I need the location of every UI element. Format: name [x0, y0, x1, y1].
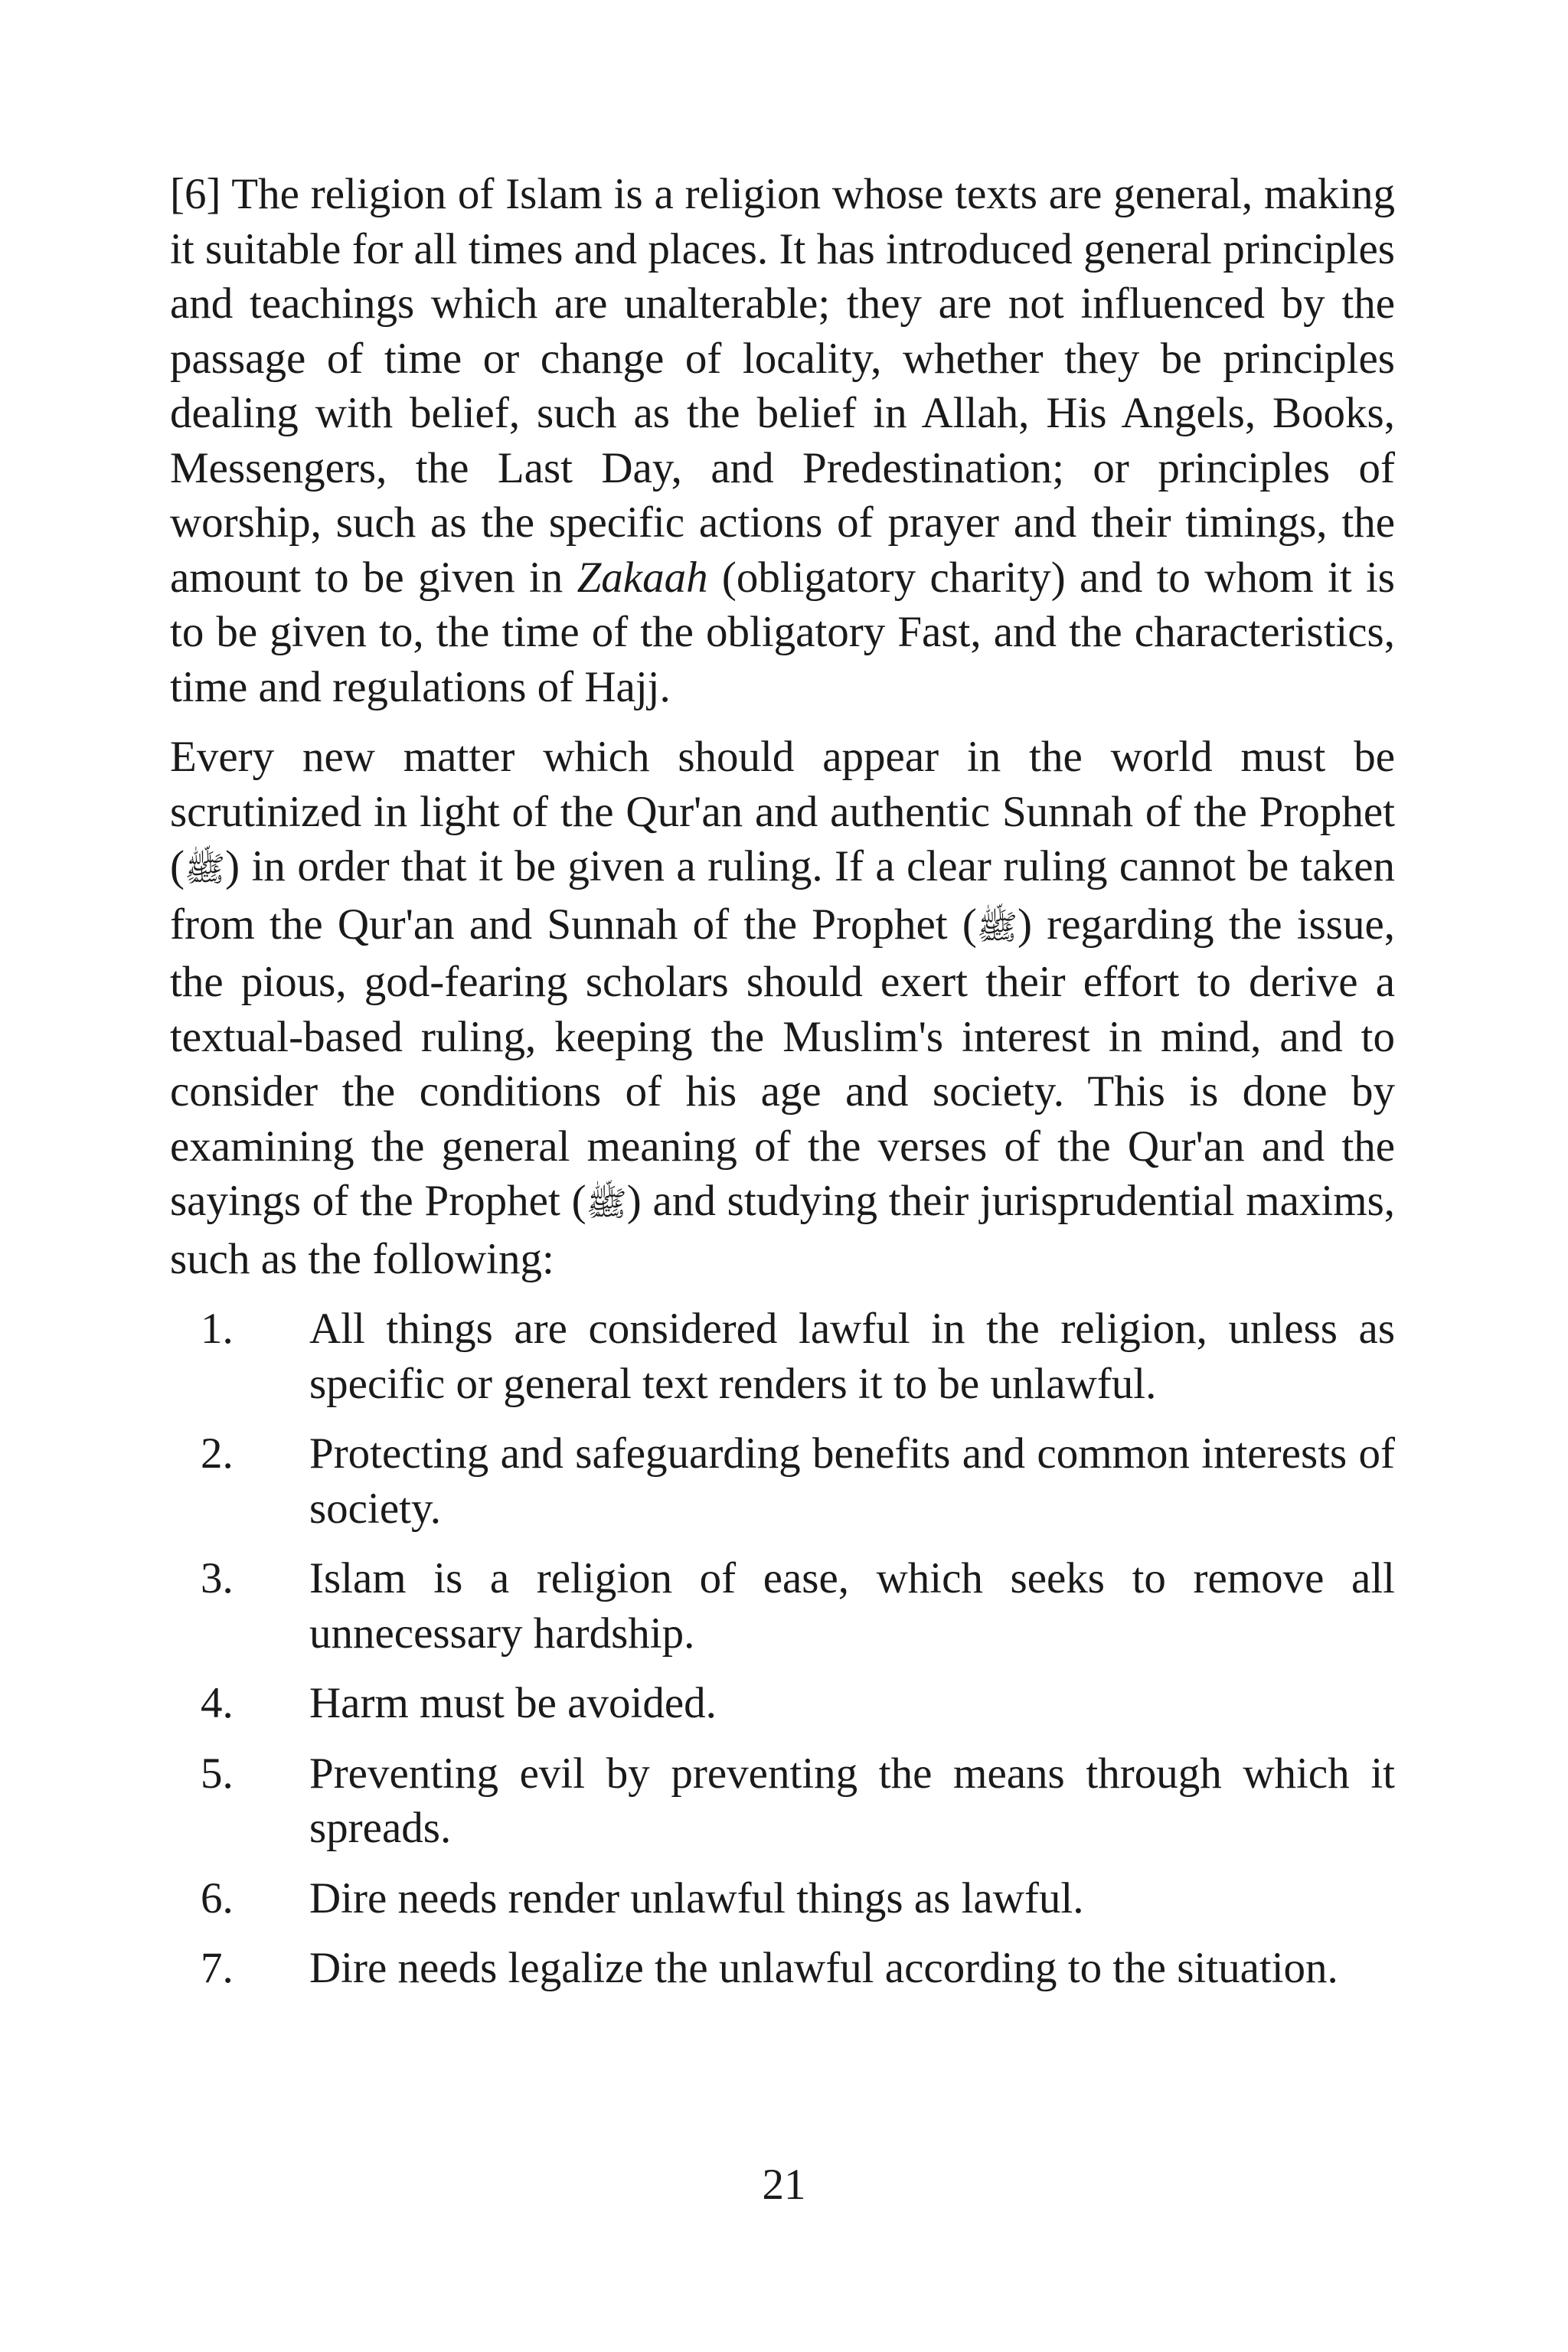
list-item-text: Dire needs legalize the unlawful according to the situation.: [309, 1944, 1338, 1992]
paragraph1-text: [6] The religion of Islam is a religion whose texts are general, making it suitable for all times and places. It has introduced general principles and teachings which are unalterable; they are not influenced by the passage of time or change of locality, whether they be principles dealing with belief, such as the belief in Allah, His Angels, Books, Messengers, the Last Day, and Predestination; or principles of worship, such as the specific actions of prayer and their timings, the amount to be given in: [170, 170, 1395, 602]
list-item-number: 1.: [201, 1305, 234, 1353]
list-item-number: 2.: [201, 1429, 234, 1478]
list-item-text: Islam is a religion of ease, which seeks to remove all unnecessary hardship.: [309, 1554, 1395, 1658]
paragraph2-text-1: Every new matter which should appear in the world must be scrutinized in light of the Qur'an and authentic Sunnah of the Prophet (: [170, 733, 1395, 890]
honorific-glyph-2: ﷺ: [976, 907, 1018, 947]
list-item: [170, 1426, 1395, 1536]
list-item-number: 6.: [201, 1873, 234, 1922]
paragraph1-text-end: (obligatory charity) and to whom it is to be given to, the time of the obligatory Fast, and the characteristics, time and regulations of Hajj.: [170, 553, 1395, 711]
list-item: [170, 1676, 1395, 1731]
list-item-number: 4.: [201, 1679, 234, 1727]
list-item: [170, 1941, 1395, 1996]
honorific-glyph-3: ﷺ: [586, 1184, 627, 1223]
list-item-text: Dire needs render unlawful things as lawful.: [309, 1873, 1084, 1922]
list-item: [170, 1302, 1395, 1411]
italic-term-zakaah: Zakaah: [577, 553, 708, 602]
list-item-text: Preventing evil by preventing the means through which it spreads.: [309, 1749, 1395, 1852]
list-item-number: 7.: [201, 1944, 234, 1992]
list-item-text: All things are considered lawful in the religion, unless as specific or general text renders it to be unlawful.: [309, 1305, 1395, 1408]
list-item: [170, 1551, 1395, 1661]
list-item: [170, 1746, 1395, 1856]
list-item-text: Harm must be avoided.: [309, 1679, 717, 1727]
paragraph2-text-2: ) in order that it be given a ruling. If a clear ruling cannot be taken from the Qur'an and Sunnah of the Prophet (: [170, 842, 1395, 949]
list-item: [170, 1871, 1395, 1926]
page-body: [170, 167, 1395, 2011]
list-item-number: 5.: [201, 1749, 234, 1798]
page-number: 21: [762, 2161, 806, 2209]
maxims-list: [170, 1302, 1395, 1996]
paragraph-new-matters: [170, 730, 1395, 1286]
honorific-glyph-1: ﷺ: [184, 850, 226, 889]
list-item-number: 3.: [201, 1554, 234, 1602]
paragraph2-text-3: ) regarding the issue, the pious, god-fearing scholars should exert their effort to derive a textual-based ruling, keeping the Muslim's interest in mind, and to consider the conditions of his age and society. This is done by examining the general meaning of the verses of the Qur'an and the sayings of the Prophet (: [170, 900, 1396, 1225]
paragraph2-text-4: ) and studying their jurisprudential maxims, such as the following:: [170, 1177, 1395, 1283]
paragraph-religion-general-texts: [170, 167, 1395, 714]
list-item-text: Protecting and safeguarding benefits and common interests of society.: [309, 1429, 1395, 1533]
